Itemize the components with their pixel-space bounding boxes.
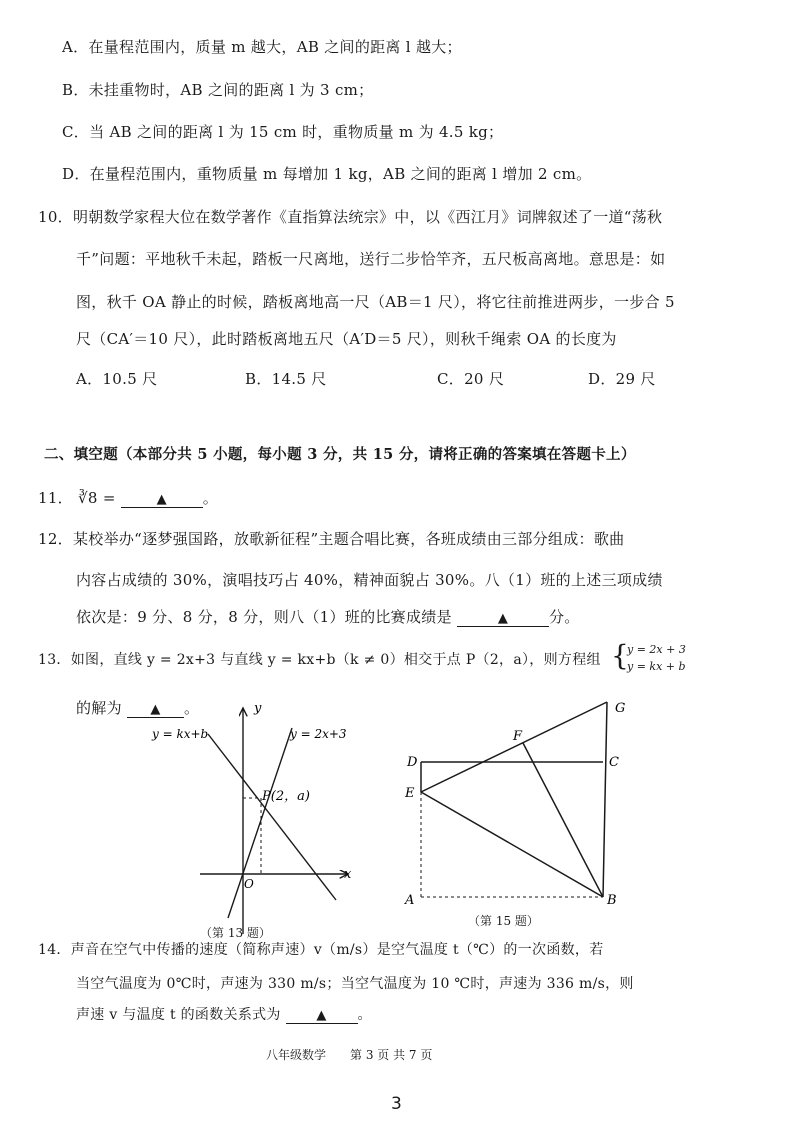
fig15-label-c: C bbox=[609, 755, 619, 770]
q13-answer-blank[interactable]: ▲ bbox=[127, 702, 184, 718]
q9-option-d: D．在量程范围内，重物质量 m 每增加 1 kg，AB 之间的距离 l 增加 2 cm。 bbox=[62, 165, 592, 183]
fig15-segment-eg bbox=[421, 702, 607, 792]
q12-line3 bbox=[76, 606, 580, 627]
q11-expression: ∛8 = bbox=[78, 489, 116, 507]
q10-option-b: B．14.5 尺 bbox=[245, 370, 327, 388]
q9-option-b: B．未挂重物时，AB 之间的距离 l 为 3 cm； bbox=[62, 81, 374, 99]
q14-line3-text: 声速 v 与温度 t 的函数关系式为 bbox=[76, 1007, 281, 1023]
q14-suffix: 。 bbox=[357, 1007, 372, 1023]
q10-option-a: A．10.5 尺 bbox=[76, 370, 158, 388]
q12-line1: 12．某校举办“逐梦强国路，放歌新征程”主题合唱比赛，各班成绩由三部分组成：歌曲 bbox=[38, 530, 625, 548]
fig15-label-b: B bbox=[607, 893, 617, 908]
q9-option-c: C．当 AB 之间的距离 l 为 15 cm 时，重物质量 m 为 4.5 kg； bbox=[62, 123, 504, 141]
figure-15 bbox=[395, 690, 640, 915]
q10-line1: 10．明朝数学家程大位在数学著作《直指算法统宗》中，以《西江月》词牌叙述了一道“荡秋 bbox=[38, 208, 663, 226]
q14-line2: 当空气温度为 0℃时，声速为 330 m/s；当空气温度为 10 ℃时，声速为 336 m/s，则 bbox=[76, 976, 634, 992]
q12-suffix: 分。 bbox=[548, 608, 580, 626]
fig15-label-d: D bbox=[407, 755, 418, 770]
page-footer: 八年级数学 第 3 页 共 7 页 bbox=[266, 1048, 433, 1062]
fig13-label-p: P(2，a) bbox=[262, 789, 310, 804]
q14-line1: 14．声音在空气中传播的速度（简称声速）v（m/s）是空气温度 t（℃）的一次函数，若 bbox=[38, 942, 604, 958]
q13-line2-text: 的解为 bbox=[76, 699, 122, 717]
fig13-label-line1: y = kx+b bbox=[152, 727, 209, 741]
q14-line3 bbox=[76, 1004, 372, 1024]
fig13-caption: （第 13 题） bbox=[200, 926, 271, 940]
page-number: 3 bbox=[391, 1094, 402, 1114]
fig13-label-x: x bbox=[344, 867, 352, 882]
fig13-label-origin: O bbox=[244, 877, 254, 891]
q10-option-c: C．20 尺 bbox=[437, 370, 505, 388]
fig15-segment-gb bbox=[603, 702, 607, 897]
q12-line2: 内容占成绩的 30%，演唱技巧占 40%，精神面貌占 30%。八（1）班的上述三项成绩 bbox=[76, 571, 663, 589]
q14-answer-blank[interactable]: ▲ bbox=[286, 1008, 358, 1024]
q11-number: 11． bbox=[38, 489, 73, 507]
q11-suffix: 。 bbox=[202, 489, 219, 507]
q11 bbox=[38, 487, 218, 508]
fig15-label-a: A bbox=[405, 893, 415, 908]
q9-option-a: A．在量程范围内，质量 m 越大，AB 之间的距离 l 越大； bbox=[62, 38, 462, 56]
q10-line3: 图，秋千 OA 静止的时候，踏板离地高一尺（AB＝1 尺），将它往前推进两步，一步合 5 bbox=[76, 293, 675, 311]
q13-equation-2: y = kx + b bbox=[627, 660, 686, 673]
q11-answer-blank[interactable]: ▲ bbox=[121, 492, 203, 508]
fig15-label-e: E bbox=[405, 786, 415, 801]
q13-equation-1: y = 2x + 3 bbox=[627, 643, 686, 656]
fig15-caption: （第 15 题） bbox=[468, 914, 539, 928]
q13-equation-brace: { bbox=[611, 639, 629, 672]
q10-option-d: D．29 尺 bbox=[588, 370, 656, 388]
fig15-label-f: F bbox=[513, 729, 523, 744]
section2-heading: 二、填空题（本部分共 5 小题，每小题 3 分，共 15 分，请将正确的答案填在答题卡上） bbox=[44, 446, 636, 463]
fig15-label-g: G bbox=[615, 701, 626, 716]
fig13-line-2x-3 bbox=[228, 728, 292, 918]
figure-13 bbox=[140, 700, 370, 940]
fig13-line-kx-b bbox=[208, 734, 336, 900]
q10-line4: 尺（CA′＝10 尺），此时踏板离地五尺（A′D＝5 尺），则秋千绳索 OA 的长度为 bbox=[76, 330, 617, 348]
fig13-label-y: y bbox=[254, 701, 262, 716]
fig13-label-line2: y = 2x+3 bbox=[290, 727, 347, 741]
q13-suffix: 。 bbox=[183, 699, 200, 717]
q13-line1: 13．如图，直线 y = 2x+3 与直线 y = kx+b（k ≠ 0）相交于点 P（2，a），则方程组 bbox=[38, 652, 601, 668]
q10-line2: 千”问题：平地秋千未起，踏板一尺离地，送行二步恰竿齐，五尺板高离地。意思是：如 bbox=[76, 250, 666, 268]
q12-line3-text: 依次是：9 分、8 分，8 分，则八（1）班的比赛成绩是 bbox=[76, 608, 452, 626]
q12-answer-blank[interactable]: ▲ bbox=[457, 611, 549, 627]
